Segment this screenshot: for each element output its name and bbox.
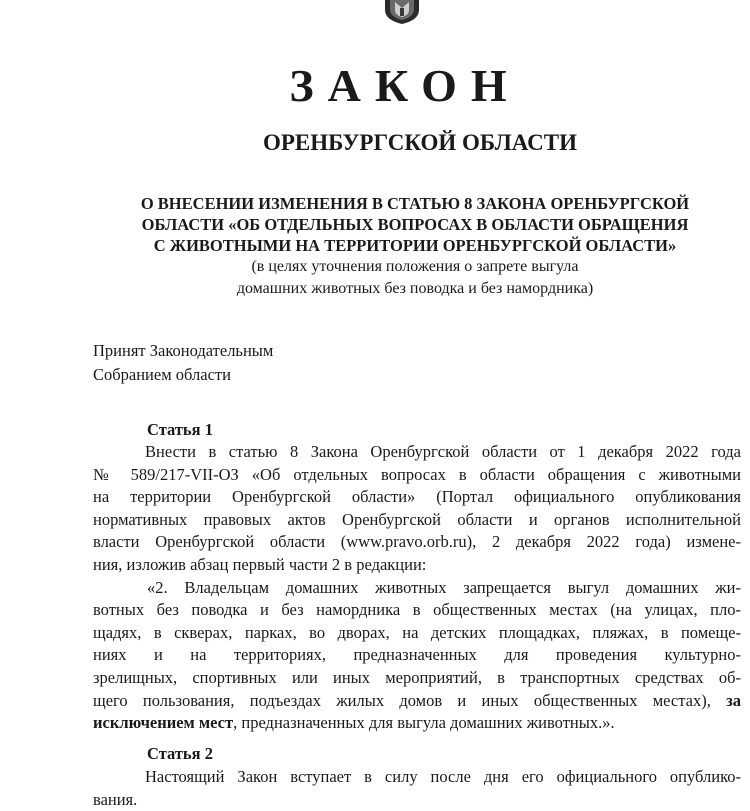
quote-line (93, 712, 741, 735)
paragraph-line: Внести в статью 8 Закона Оренбургской области от 1 декабря 2022 года (145, 442, 741, 461)
quote-bold-text: исключением мест (93, 713, 234, 733)
quote-line: вотных без поводка и без намордника в общественных местах (на улицах, пло- (93, 600, 741, 620)
quote-line-text: щего пользования, подъездах жилых домов и иных общественных местах), (93, 690, 711, 710)
quote-line (93, 690, 741, 713)
document-region: ОРЕНБУРГСКОЙ ОБЛАСТИ (262, 130, 578, 155)
adoption-line: Собранием области (93, 365, 231, 384)
paragraph-line: нормативных правовых актов Оренбургской области и органов исполнительной (93, 509, 741, 529)
paragraph-line: власти Оренбургской области (www.pravo.orb.ru), 2 декабря 2022 года) измене- (93, 532, 741, 552)
quote-bold-text: за (726, 690, 742, 710)
paragraph-line: № 589/217-VII-ОЗ «Об отдельных вопросах в области обращения с животными (93, 464, 741, 484)
quote-line: «2. Владельцам домашних животных запрещается выгул домашних жи- (147, 577, 741, 597)
document-heading (95, 193, 735, 300)
document-title: ЗАКОН (289, 60, 521, 111)
article-2-body (93, 766, 741, 811)
adoption-line: Принят Законодательным (93, 341, 274, 360)
paragraph-line: ния, изложив абзац первый части 2 в редакции: (93, 554, 427, 574)
article-1-body (93, 441, 741, 735)
paragraph-line: на территории Оренбургской области» (Портал официального опубликования (93, 487, 741, 507)
heading-subtitle (95, 256, 735, 300)
quote-line-text: , предназначенных для выгула домашних животных.». (233, 713, 615, 733)
article-2-title: Статья 2 (147, 744, 213, 763)
subtitle-line: (в целях уточнения положения о запрете выгула (251, 258, 579, 275)
heading-line: О ВНЕСЕНИИ ИЗМЕНЕНИЯ В СТАТЬЮ 8 ЗАКОНА ОРЕНБУРГСКОЙ (140, 194, 690, 213)
adoption-note (93, 339, 273, 387)
quote-line: ниях и на территориях, предназначенных для проведения культурно- (93, 645, 741, 665)
quote-line: зрелищных, спортивных или иных мероприятий, в транспортных средствах об- (93, 667, 741, 687)
heading-line: ОБЛАСТИ «ОБ ОТДЕЛЬНЫХ ВОПРОСАХ В ОБЛАСТИ ОБРАЩЕНИЯ (141, 215, 689, 234)
coat-of-arms-icon (381, 0, 423, 24)
quote-line: щадях, в скверах, парках, во дворах, на детских площадках, пляжах, в помеще- (93, 622, 741, 642)
heading-line: С ЖИВОТНЫМИ НА ТЕРРИТОРИИ ОРЕНБУРГСКОЙ ОБЛАСТИ» (153, 236, 677, 255)
article-1-title: Статья 1 (147, 420, 213, 439)
paragraph-line: Настоящий Закон вступает в силу после дня его официального опублико- (145, 767, 741, 786)
subtitle-line: домашних животных без поводка и без намордника) (236, 280, 594, 297)
paragraph-line: вания. (93, 789, 138, 809)
